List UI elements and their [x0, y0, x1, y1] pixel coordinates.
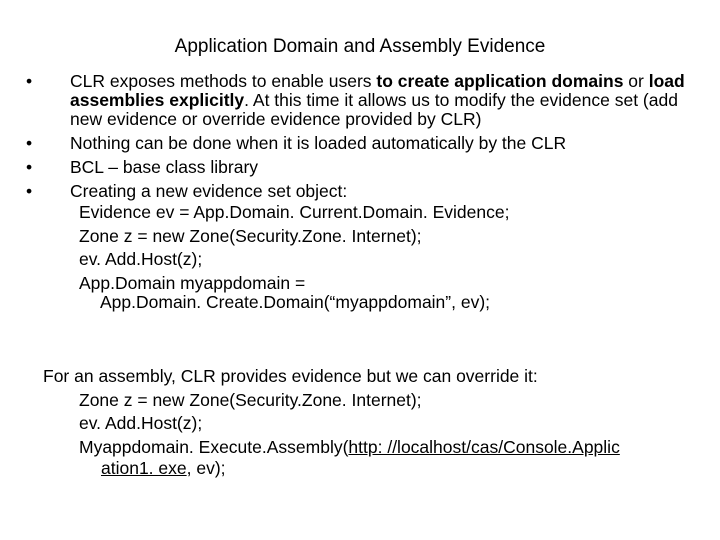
- bullet-text: Creating a new evidence set object:: [70, 181, 348, 201]
- assembly-section: [43, 365, 703, 477]
- bullet-list: [26, 72, 706, 315]
- bullet-item-automatic-load: [26, 134, 706, 153]
- code-block: [43, 389, 703, 478]
- code-text: , ev);: [186, 458, 226, 478]
- code-line: App.Domain. Create.Domain(“myappdomain”, ev);: [100, 292, 491, 312]
- assembly-url-link-continued[interactable]: ation1. exe: [101, 458, 187, 478]
- bullet-text: CLR exposes methods to enable users: [70, 71, 377, 91]
- bullet-text: BCL – base class library: [70, 157, 259, 177]
- code-line: Zone z = new Zone(Security.Zone. Internet);: [79, 389, 422, 410]
- section-lead-text: For an assembly, CLR provides evidence but we can override it:: [43, 366, 538, 386]
- code-block: [70, 201, 706, 315]
- bullet-marker: •: [26, 71, 33, 91]
- code-line: Zone z = new Zone(Security.Zone. Internet);: [79, 225, 422, 246]
- assembly-url-link[interactable]: http: //localhost/cas/Console.Applic: [348, 436, 620, 457]
- code-text: Myappdomain. Execute.Assembly(: [79, 436, 349, 457]
- bullet-marker: •: [26, 133, 33, 153]
- bullet-text: or: [623, 71, 649, 91]
- bold-phrase: to create application domains: [376, 71, 624, 91]
- bold-phrase: load assemblies explicitly: [70, 71, 685, 110]
- bullet-item-clr-methods: [26, 72, 706, 129]
- code-line-execute-assembly: [79, 436, 703, 478]
- code-line: ev. Add.Host(z);: [79, 413, 203, 433]
- bullet-text: . At this time it allows us to modify the evidence set (add new evidence or override evidence provided by CLR): [70, 90, 678, 129]
- bullet-item-new-evidence: [26, 182, 706, 315]
- bullet-text: Nothing can be done when it is loaded automatically by the CLR: [70, 133, 567, 153]
- code-line: ev. Add.Host(z);: [79, 249, 203, 269]
- code-line: App.Domain myappdomain =: [79, 272, 306, 293]
- bullet-item-bcl: [26, 158, 706, 177]
- slide-title: Application Domain and Assembly Evidence: [174, 36, 546, 57]
- bullet-marker: •: [26, 181, 33, 201]
- bullet-marker: •: [26, 157, 33, 177]
- code-line-continuation: [79, 459, 703, 477]
- code-line: Evidence ev = App.Domain. Current.Domain. Evidence;: [79, 202, 510, 222]
